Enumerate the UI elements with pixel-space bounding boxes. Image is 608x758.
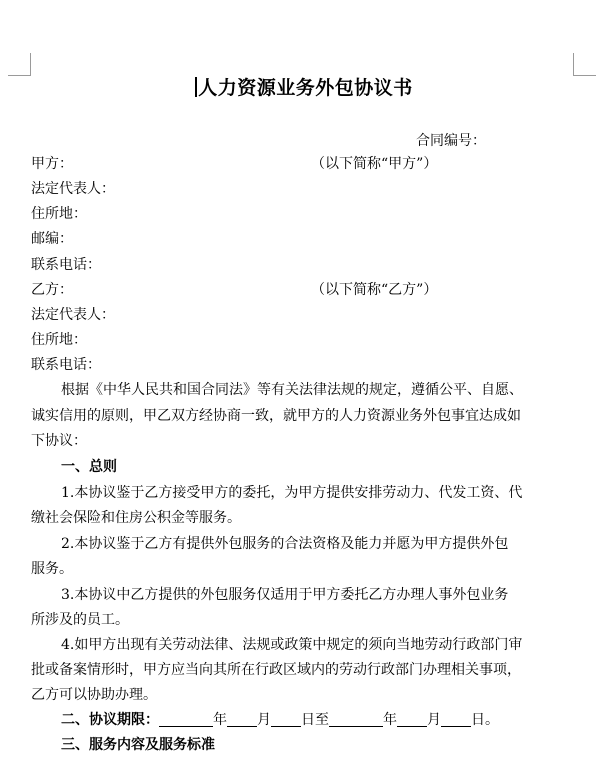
party-b-phone[interactable]: 联系电话： [31, 357, 101, 373]
section-2-heading[interactable]: 二、协议期限： [61, 712, 159, 728]
party-b-address[interactable]: 住所地： [31, 332, 87, 348]
party-a-postcode[interactable]: 邮编： [31, 231, 73, 247]
section-3-heading[interactable]: 三、服务内容及服务标准 [61, 737, 215, 753]
clause-4-line-2[interactable]: 批或备案情形时，甲方应当向其所在行政区域内的劳动行政部门办理相关事项， [31, 662, 521, 678]
party-a-label[interactable]: 甲方： [31, 156, 73, 172]
section-2-row [61, 708, 499, 732]
preamble-line-3[interactable]: 下协议： [31, 433, 87, 449]
end-year-unit: 年 [383, 712, 397, 728]
document-title-row [0, 73, 608, 100]
party-a-phone[interactable]: 联系电话： [31, 257, 101, 273]
party-a-abbrev[interactable]: （以下简称“甲方”） [311, 156, 438, 172]
text-cursor [195, 77, 197, 97]
clause-4-line-3[interactable]: 乙方可以协助办理。 [31, 687, 157, 703]
end-day-unit: 日。 [471, 712, 499, 728]
end-month-unit: 月 [427, 712, 441, 728]
clause-3-line-2[interactable]: 所涉及的员工。 [31, 612, 129, 628]
start-year-unit: 年 [213, 712, 227, 728]
preamble-line-2[interactable]: 诚实信用的原则，甲乙双方经协商一致，就甲方的人力资源业务外包事宜达成如 [31, 408, 521, 424]
preamble-line-1[interactable]: 根据《中华人民共和国合同法》等有关法律法规的规定，遵循公平、自愿、 [61, 382, 523, 398]
clause-1-line-1[interactable]: 1.本协议鉴于乙方接受甲方的委托，为甲方提供安排劳动力、代发工资、代 [61, 485, 523, 501]
party-a-legal-rep[interactable]: 法定代表人： [31, 181, 115, 197]
party-b-abbrev[interactable]: （以下简称“乙方”） [311, 282, 438, 298]
clause-2-line-1[interactable]: 2.本协议鉴于乙方有提供外包服务的合法资格及能力并愿为甲方提供外包 [61, 536, 509, 552]
clause-3-line-1[interactable]: 3.本协议中乙方提供的外包服务仅适用于甲方委托乙方办理人事外包业务 [61, 587, 509, 603]
start-year-blank[interactable] [159, 710, 213, 727]
day-to-text: 日至 [301, 712, 329, 728]
end-year-blank[interactable] [329, 710, 383, 727]
contract-number-label[interactable]: 合同编号： [416, 133, 486, 149]
document-title[interactable]: 人力资源业务外包协议书 [198, 77, 413, 99]
section-1-heading[interactable]: 一、总则 [61, 459, 117, 475]
end-month-blank[interactable] [397, 710, 427, 727]
party-b-legal-rep[interactable]: 法定代表人： [31, 307, 115, 323]
start-day-blank[interactable] [271, 710, 301, 727]
end-day-blank[interactable] [441, 710, 471, 727]
start-month-unit: 月 [257, 712, 271, 728]
start-month-blank[interactable] [227, 710, 257, 727]
clause-4-line-1[interactable]: 4.如甲方出现有关劳动法律、法规或政策中规定的须向当地劳动行政部门审 [61, 637, 523, 653]
clause-1-line-2[interactable]: 缴社会保险和住房公积金等服务。 [31, 510, 241, 526]
clause-2-line-2[interactable]: 服务。 [31, 561, 73, 577]
party-a-address[interactable]: 住所地： [31, 206, 87, 222]
party-b-label[interactable]: 乙方： [31, 282, 73, 298]
